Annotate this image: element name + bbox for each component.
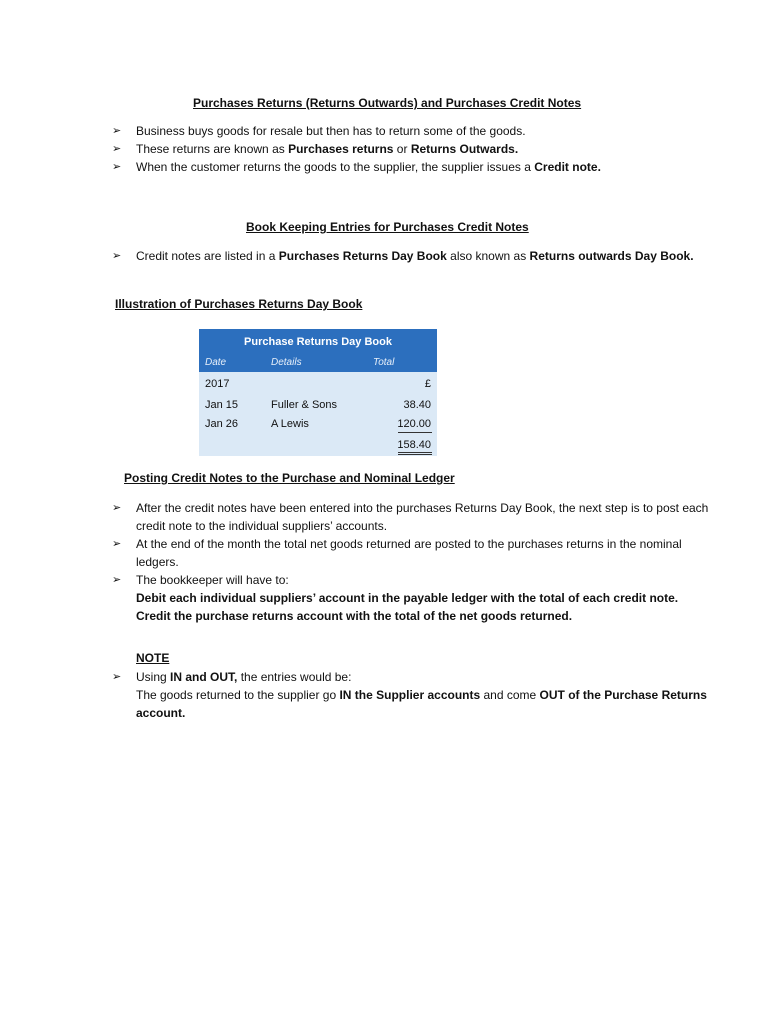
arrow-bullet-icon: ➢ <box>112 671 122 683</box>
bullet-item <box>112 668 712 722</box>
column-header-total: Total <box>373 357 395 368</box>
bookkeeping-bullet-list <box>112 247 712 265</box>
bullet-text: After the credit notes have been entered into the purchases Returns Day Book, the next step is to post each credit note to the individual suppliers’ accounts. <box>136 501 709 533</box>
grand-total-double-rule <box>398 452 432 455</box>
page-title: Purchases Returns (Returns Outwards) and Purchases Credit Notes <box>193 96 582 110</box>
day-book-title: Purchase Returns Day Book <box>244 336 392 348</box>
date-cell: Jan 15 <box>205 399 239 411</box>
posting-bullet-list <box>112 499 712 625</box>
date-cell: Jan 26 <box>205 418 239 430</box>
bullet-item <box>112 535 712 571</box>
section-heading-posting: Posting Credit Notes to the Purchase and Nominal Ledger <box>124 471 455 485</box>
illustration-heading: Illustration of Purchases Returns Day Book <box>115 297 363 311</box>
bullet-text: At the end of the month the total net goods returned are posted to the purchases returns in the nominal ledgers. <box>136 537 682 569</box>
bullet-text: Purchases Returns Day Book <box>278 249 447 263</box>
bullet-text: or <box>393 142 411 156</box>
bullet-item <box>112 571 712 625</box>
subtotal-rule <box>398 432 432 433</box>
details-cell: A Lewis <box>271 418 309 430</box>
bullet-text: also known as <box>446 249 530 263</box>
bullet-text: and come <box>480 688 540 702</box>
details-cell: Fuller & Sons <box>271 399 338 411</box>
bullet-item <box>112 158 712 176</box>
year-cell: 2017 <box>205 378 230 390</box>
bullet-text: Credit note. <box>534 160 601 174</box>
bullet-text: Returns Outwards. <box>410 142 519 156</box>
currency-cell: £ <box>424 378 431 390</box>
bullet-text: IN and OUT, <box>170 670 238 684</box>
bullet-item <box>112 140 712 158</box>
bullet-text: Using <box>136 670 171 684</box>
bullet-text: The bookkeeper will have to: <box>136 573 289 587</box>
total-cell: 120.00 <box>397 418 431 430</box>
note-heading: NOTE <box>136 651 170 665</box>
purchase-returns-day-book-table <box>199 329 437 456</box>
table-row <box>199 396 437 414</box>
bullet-item <box>112 122 712 140</box>
arrow-bullet-icon: ➢ <box>112 250 122 262</box>
intro-bullet-list <box>112 122 712 176</box>
bullet-text: Credit notes are listed in a <box>136 249 279 263</box>
day-book-header <box>199 329 437 372</box>
bullet-text: OUT of the Purchase Returns account. <box>136 688 707 720</box>
bullet-text: Purchases returns <box>288 142 394 156</box>
bullet-text: Business buys goods for resale but then has to return some of the goods. <box>136 124 526 138</box>
column-header-details: Details <box>271 357 302 368</box>
arrow-bullet-icon: ➢ <box>112 161 122 173</box>
arrow-bullet-icon: ➢ <box>112 502 122 514</box>
bullet-item <box>112 247 712 265</box>
column-header-date: Date <box>205 357 227 368</box>
table-row <box>199 415 437 433</box>
total-cell: 38.40 <box>403 399 431 411</box>
arrow-bullet-icon: ➢ <box>112 574 122 586</box>
bullet-text: Returns outwards Day Book. <box>529 249 694 263</box>
bullet-text: When the customer returns the goods to the supplier, the supplier issues a <box>136 160 535 174</box>
bullet-text: IN the Supplier accounts <box>339 688 481 702</box>
arrow-bullet-icon: ➢ <box>112 143 122 155</box>
arrow-bullet-icon: ➢ <box>112 538 122 550</box>
bullet-item <box>112 499 712 535</box>
arrow-bullet-icon: ➢ <box>112 125 122 137</box>
grand-total-cell: 158.40 <box>397 439 431 451</box>
note-bullet-list <box>112 668 712 722</box>
table-row <box>199 375 437 393</box>
bullet-text: These returns are known as <box>136 142 289 156</box>
bullet-text: Debit each individual suppliers’ account in the payable ledger with the total of each credit note. Credit the purchase returns account with the total of the net goods returned. <box>136 591 679 623</box>
bullet-text: the entries would be: The goods returned to the supplier go <box>136 670 352 702</box>
section-heading-bookkeeping: Book Keeping Entries for Purchases Credit Notes <box>246 220 529 234</box>
